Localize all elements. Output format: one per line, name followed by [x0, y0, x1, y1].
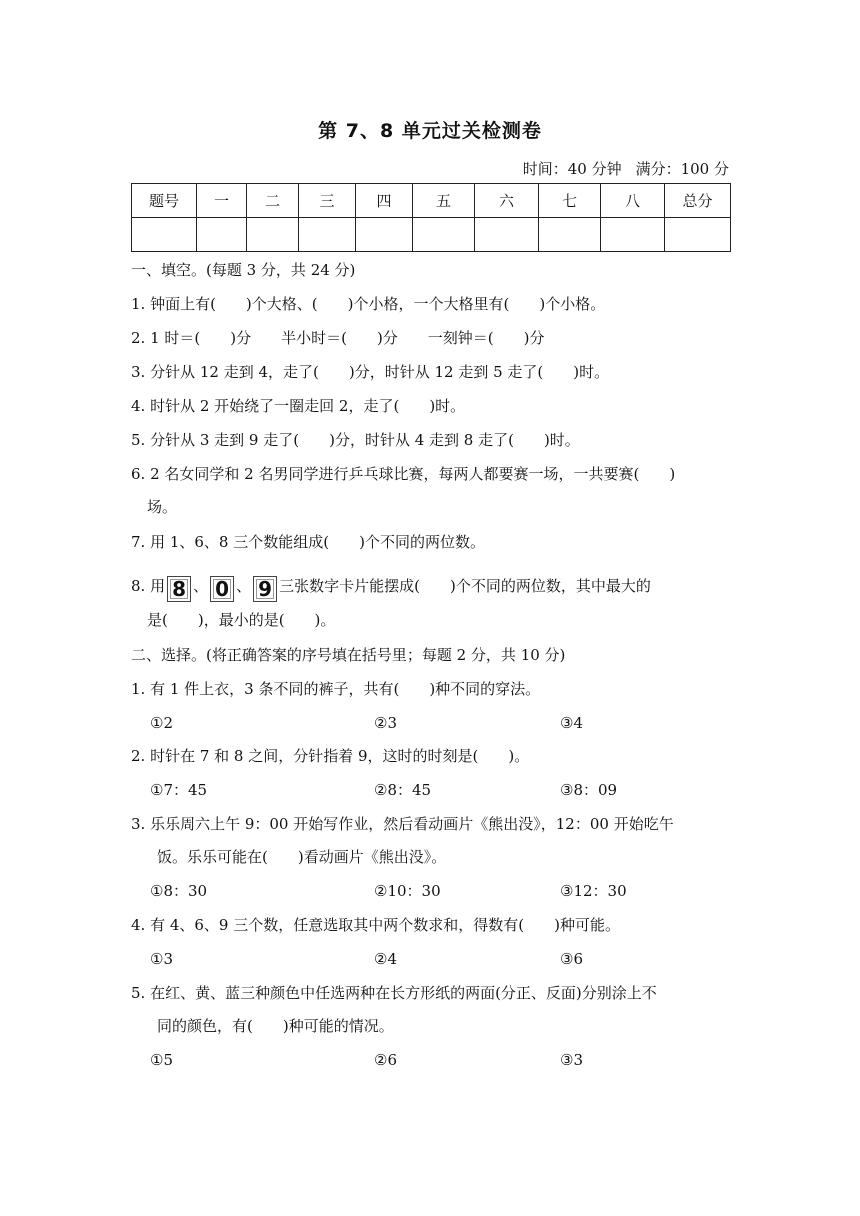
option-c: ③6 — [560, 950, 583, 968]
score-header-cell: 总分 — [665, 184, 731, 218]
score-entry-cell[interactable] — [665, 218, 731, 252]
exam-meta — [523, 158, 729, 179]
question-1-5: 5. 分针从 3 走到 9 走了( )分，时针从 4 走到 8 走了( )时。 — [131, 431, 580, 449]
section2-heading: 二、选择。(将正确答案的序号填在括号里；每题 2 分，共 10 分) — [131, 646, 566, 664]
question-2-5-cont: 同的颜色，有( )种可能的情况。 — [157, 1017, 394, 1035]
score-entry-cell[interactable] — [356, 218, 413, 252]
score-entry-cell[interactable] — [539, 218, 601, 252]
score-entry-cell[interactable] — [247, 218, 299, 252]
option-a: ①2 — [150, 714, 173, 732]
q8-sep: 、 — [236, 577, 252, 595]
score-header-cell: 六 — [475, 184, 539, 218]
option-b: ②8：45 — [374, 781, 432, 799]
full-score: 满分：100 分 — [635, 160, 729, 178]
question-2-5: 5. 在红、黄、蓝三种颜色中任选两种在长方形纸的两面(分正、反面)分别涂上不 — [131, 984, 657, 1002]
question-1-4: 4. 时针从 2 开始绕了一圈走回 2，走了( )时。 — [131, 397, 466, 415]
option-c: ③4 — [560, 714, 583, 732]
score-entry-cell[interactable] — [132, 218, 197, 252]
question-2-3: 3. 乐乐周六上午 9：00 开始写作业，然后看动画片《熊出没》，12：00 开始吃午 — [131, 815, 674, 833]
score-table-header-row — [132, 184, 731, 218]
option-a: ①5 — [150, 1051, 173, 1069]
score-header-cell: 三 — [299, 184, 356, 218]
question-1-8-cont: 是( )，最小的是( )。 — [147, 611, 336, 629]
question-2-1: 1. 有 1 件上衣，3 条不同的裤子，共有( )种不同的穿法。 — [131, 680, 541, 698]
score-entry-cell[interactable] — [197, 218, 247, 252]
score-table — [131, 183, 731, 252]
score-header-cell: 八 — [601, 184, 665, 218]
digit-card-8: 8 — [167, 576, 191, 602]
option-a: ①7：45 — [150, 781, 208, 799]
question-1-6: 6. 2 名女同学和 2 名男同学进行乒乓球比赛，每两人都要赛一场，一共要赛( ) — [131, 465, 676, 483]
section1-heading: 一、填空。(每题 3 分，共 24 分) — [131, 261, 356, 279]
question-1-1: 1. 钟面上有( )个大格、( )个小格，一个大格里有( )个小格。 — [131, 295, 606, 313]
score-entry-cell[interactable] — [601, 218, 665, 252]
score-header-cell: 二 — [247, 184, 299, 218]
score-header-cell: 一 — [197, 184, 247, 218]
q8-prefix: 8. 用 — [131, 577, 166, 595]
option-b: ②10：30 — [374, 882, 441, 900]
question-2-4: 4. 有 4、6、9 三个数，任意选取其中两个数求和，得数有( )种可能。 — [131, 916, 620, 934]
score-entry-cell[interactable] — [413, 218, 475, 252]
question-1-7: 7. 用 1、6、8 三个数能组成( )个不同的两位数。 — [131, 533, 485, 551]
option-b: ②6 — [374, 1051, 397, 1069]
option-c: ③3 — [560, 1051, 583, 1069]
option-b: ②4 — [374, 950, 397, 968]
score-entry-cell[interactable] — [475, 218, 539, 252]
option-c: ③12：30 — [560, 882, 627, 900]
score-header-cell: 七 — [539, 184, 601, 218]
score-header-cell: 四 — [356, 184, 413, 218]
score-header-cell: 题号 — [132, 184, 197, 218]
page-title: 第 7、8 单元过关检测卷 — [318, 120, 542, 142]
question-1-6-cont: 场。 — [147, 498, 178, 516]
digit-card-0: 0 — [210, 576, 234, 602]
score-entry-cell[interactable] — [299, 218, 356, 252]
q8-sep: 、 — [193, 577, 209, 595]
question-2-3-cont: 饭。乐乐可能在( )看动画片《熊出没》。 — [157, 848, 447, 866]
question-1-3: 3. 分针从 12 走到 4，走了( )分，时针从 12 走到 5 走了( )时。 — [131, 363, 610, 381]
time-limit: 时间：40 分钟 — [522, 160, 622, 178]
option-a: ①8：30 — [150, 882, 208, 900]
option-a: ①3 — [150, 950, 173, 968]
option-b: ②3 — [374, 714, 397, 732]
digit-card-9: 9 — [253, 576, 277, 602]
score-table-entry-row — [132, 218, 731, 252]
score-header-cell: 五 — [413, 184, 475, 218]
question-2-2: 2. 时针在 7 和 8 之间，分针指着 9，这时的时刻是( )。 — [131, 747, 530, 765]
question-1-8 — [131, 576, 651, 602]
question-1-2: 2. 1 时＝( )分 半小时＝( )分 一刻钟＝( )分 — [131, 329, 545, 347]
option-c: ③8：09 — [560, 781, 618, 799]
q8-suffix: 三张数字卡片能摆成( )个不同的两位数，其中最大的 — [279, 577, 651, 595]
